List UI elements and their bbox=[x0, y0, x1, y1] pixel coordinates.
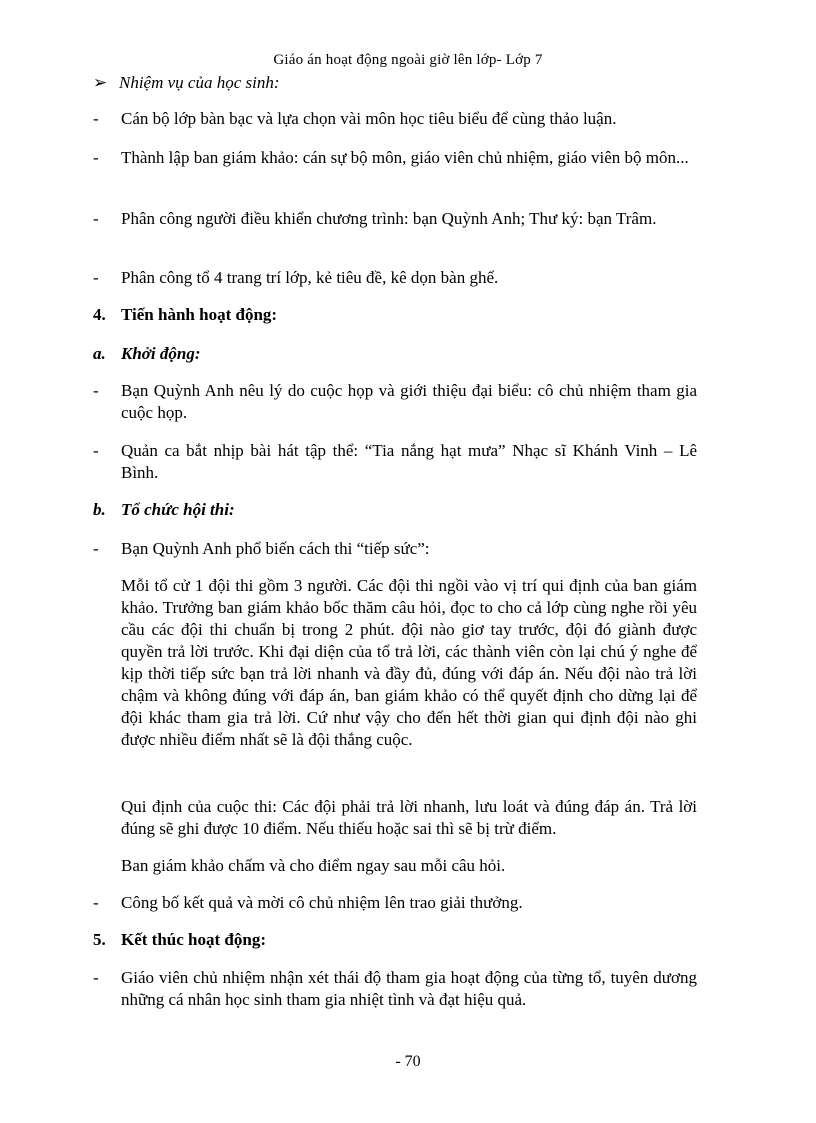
subsection-heading-a bbox=[93, 344, 201, 364]
list-item-text: Giáo viên chủ nhiệm nhận xét thái độ tham gia hoạt động của từng tổ, tuyên dương những cá nhân học sinh tham gia nhiệt tình và đạt hiệu quả. bbox=[121, 968, 697, 1009]
tasks-heading-label: Nhiệm vụ của học sinh: bbox=[119, 73, 280, 92]
subsection-title: Tổ chức hội thi: bbox=[121, 500, 235, 519]
page-header: Giáo án hoạt động ngoài giờ lên lớp- Lớp 7 bbox=[273, 52, 543, 68]
subsection-letter: a. bbox=[93, 344, 106, 363]
section-number: 4. bbox=[93, 305, 106, 324]
list-item-text: Cán bộ lớp bàn bạc và lựa chọn vài môn học tiêu biểu để cùng thảo luận. bbox=[121, 109, 617, 128]
list-item-text: Phân công người điều khiển chương trình: bạn Quỳnh Anh; Thư ký: bạn Trâm. bbox=[121, 209, 657, 228]
section-title: Kết thúc hoạt động: bbox=[121, 930, 266, 949]
arrow-bullet-icon: ➢ bbox=[93, 73, 108, 92]
tasks-heading bbox=[93, 73, 280, 93]
dash-bullet: - bbox=[93, 268, 99, 287]
dash-bullet: - bbox=[93, 893, 99, 912]
section-heading-4 bbox=[93, 305, 277, 325]
list-item bbox=[93, 892, 697, 914]
list-item bbox=[93, 147, 697, 169]
list-item bbox=[93, 108, 697, 130]
list-item bbox=[93, 440, 697, 484]
subsection-heading-b bbox=[93, 500, 235, 520]
dash-bullet: - bbox=[93, 109, 99, 128]
subsection-letter: b. bbox=[93, 500, 106, 519]
dash-bullet: - bbox=[93, 148, 99, 167]
section-heading-5 bbox=[93, 930, 266, 950]
dash-bullet: - bbox=[93, 381, 99, 400]
list-item bbox=[93, 267, 697, 289]
scoring-paragraph: Ban giám khảo chấm và cho điểm ngay sau mỗi câu hỏi. bbox=[121, 856, 506, 875]
list-item bbox=[93, 208, 697, 230]
list-item-text: Công bố kết quả và mời cô chủ nhiệm lên trao giải thưởng. bbox=[121, 893, 523, 912]
page-number: - 70 bbox=[395, 1053, 421, 1070]
regulation-paragraph: Qui định của cuộc thi: Các đội phải trả lời nhanh, lưu loát và đúng đáp án. Trả lời đúng sẽ ghi được 10 điểm. Nếu thiếu hoặc sai thì sẽ bị trừ điểm. bbox=[121, 797, 697, 838]
dash-bullet: - bbox=[93, 539, 99, 558]
list-item bbox=[93, 967, 697, 1011]
section-title: Tiến hành hoạt động: bbox=[121, 305, 278, 324]
list-item-text: Quản ca bắt nhịp bài hát tập thể: “Tia nắng hạt mưa” Nhạc sĩ Khánh Vinh – Lê Bình. bbox=[121, 441, 697, 482]
dash-bullet: - bbox=[93, 968, 99, 987]
list-item bbox=[93, 538, 697, 560]
subsection-title: Khởi động: bbox=[121, 344, 201, 363]
list-item-text: Bạn Quỳnh Anh phổ biến cách thi “tiếp sức”: bbox=[121, 539, 430, 558]
dash-bullet: - bbox=[93, 209, 99, 228]
rules-paragraph: Mỗi tổ cử 1 đội thi gồm 3 người. Các đội thi ngồi vào vị trí qui định của ban giám khảo. Trưởng ban giám khảo bốc thăm câu hỏi, đọc to cho cả lớp cùng nghe rồi yêu cầu các đội thi chuẩn bị trong 2 phút. đội nào giơ tay trước, đội đó giành được quyền trả lời trước. Khi đại diện của tổ trả lời, các thành viên còn lại chú ý nghe để kịp thời tiếp sức bạn trả lời nhanh và đầy đủ, đúng với đáp án. Nếu đội nào trả lời chậm và không đúng với đáp án, ban giám khảo có thể quyết định cho dừng lại để đội khác tham gia trả lời. Cứ như vậy cho đến hết thời gian qui định đội nào ghi được nhiều điểm nhất sẽ là đội thắng cuộc. bbox=[121, 576, 697, 749]
dash-bullet: - bbox=[93, 441, 99, 460]
list-item-text: Phân công tổ 4 trang trí lớp, kẻ tiêu đề, kê dọn bàn ghế. bbox=[121, 268, 499, 287]
list-item bbox=[93, 380, 697, 424]
section-number: 5. bbox=[93, 930, 106, 949]
list-item-text: Thành lập ban giám khảo: cán sự bộ môn, giáo viên chủ nhiệm, giáo viên bộ môn... bbox=[121, 148, 689, 167]
list-item-text: Bạn Quỳnh Anh nêu lý do cuộc họp và giới thiệu đại biểu: cô chủ nhiệm tham gia cuộc họp. bbox=[121, 381, 697, 422]
